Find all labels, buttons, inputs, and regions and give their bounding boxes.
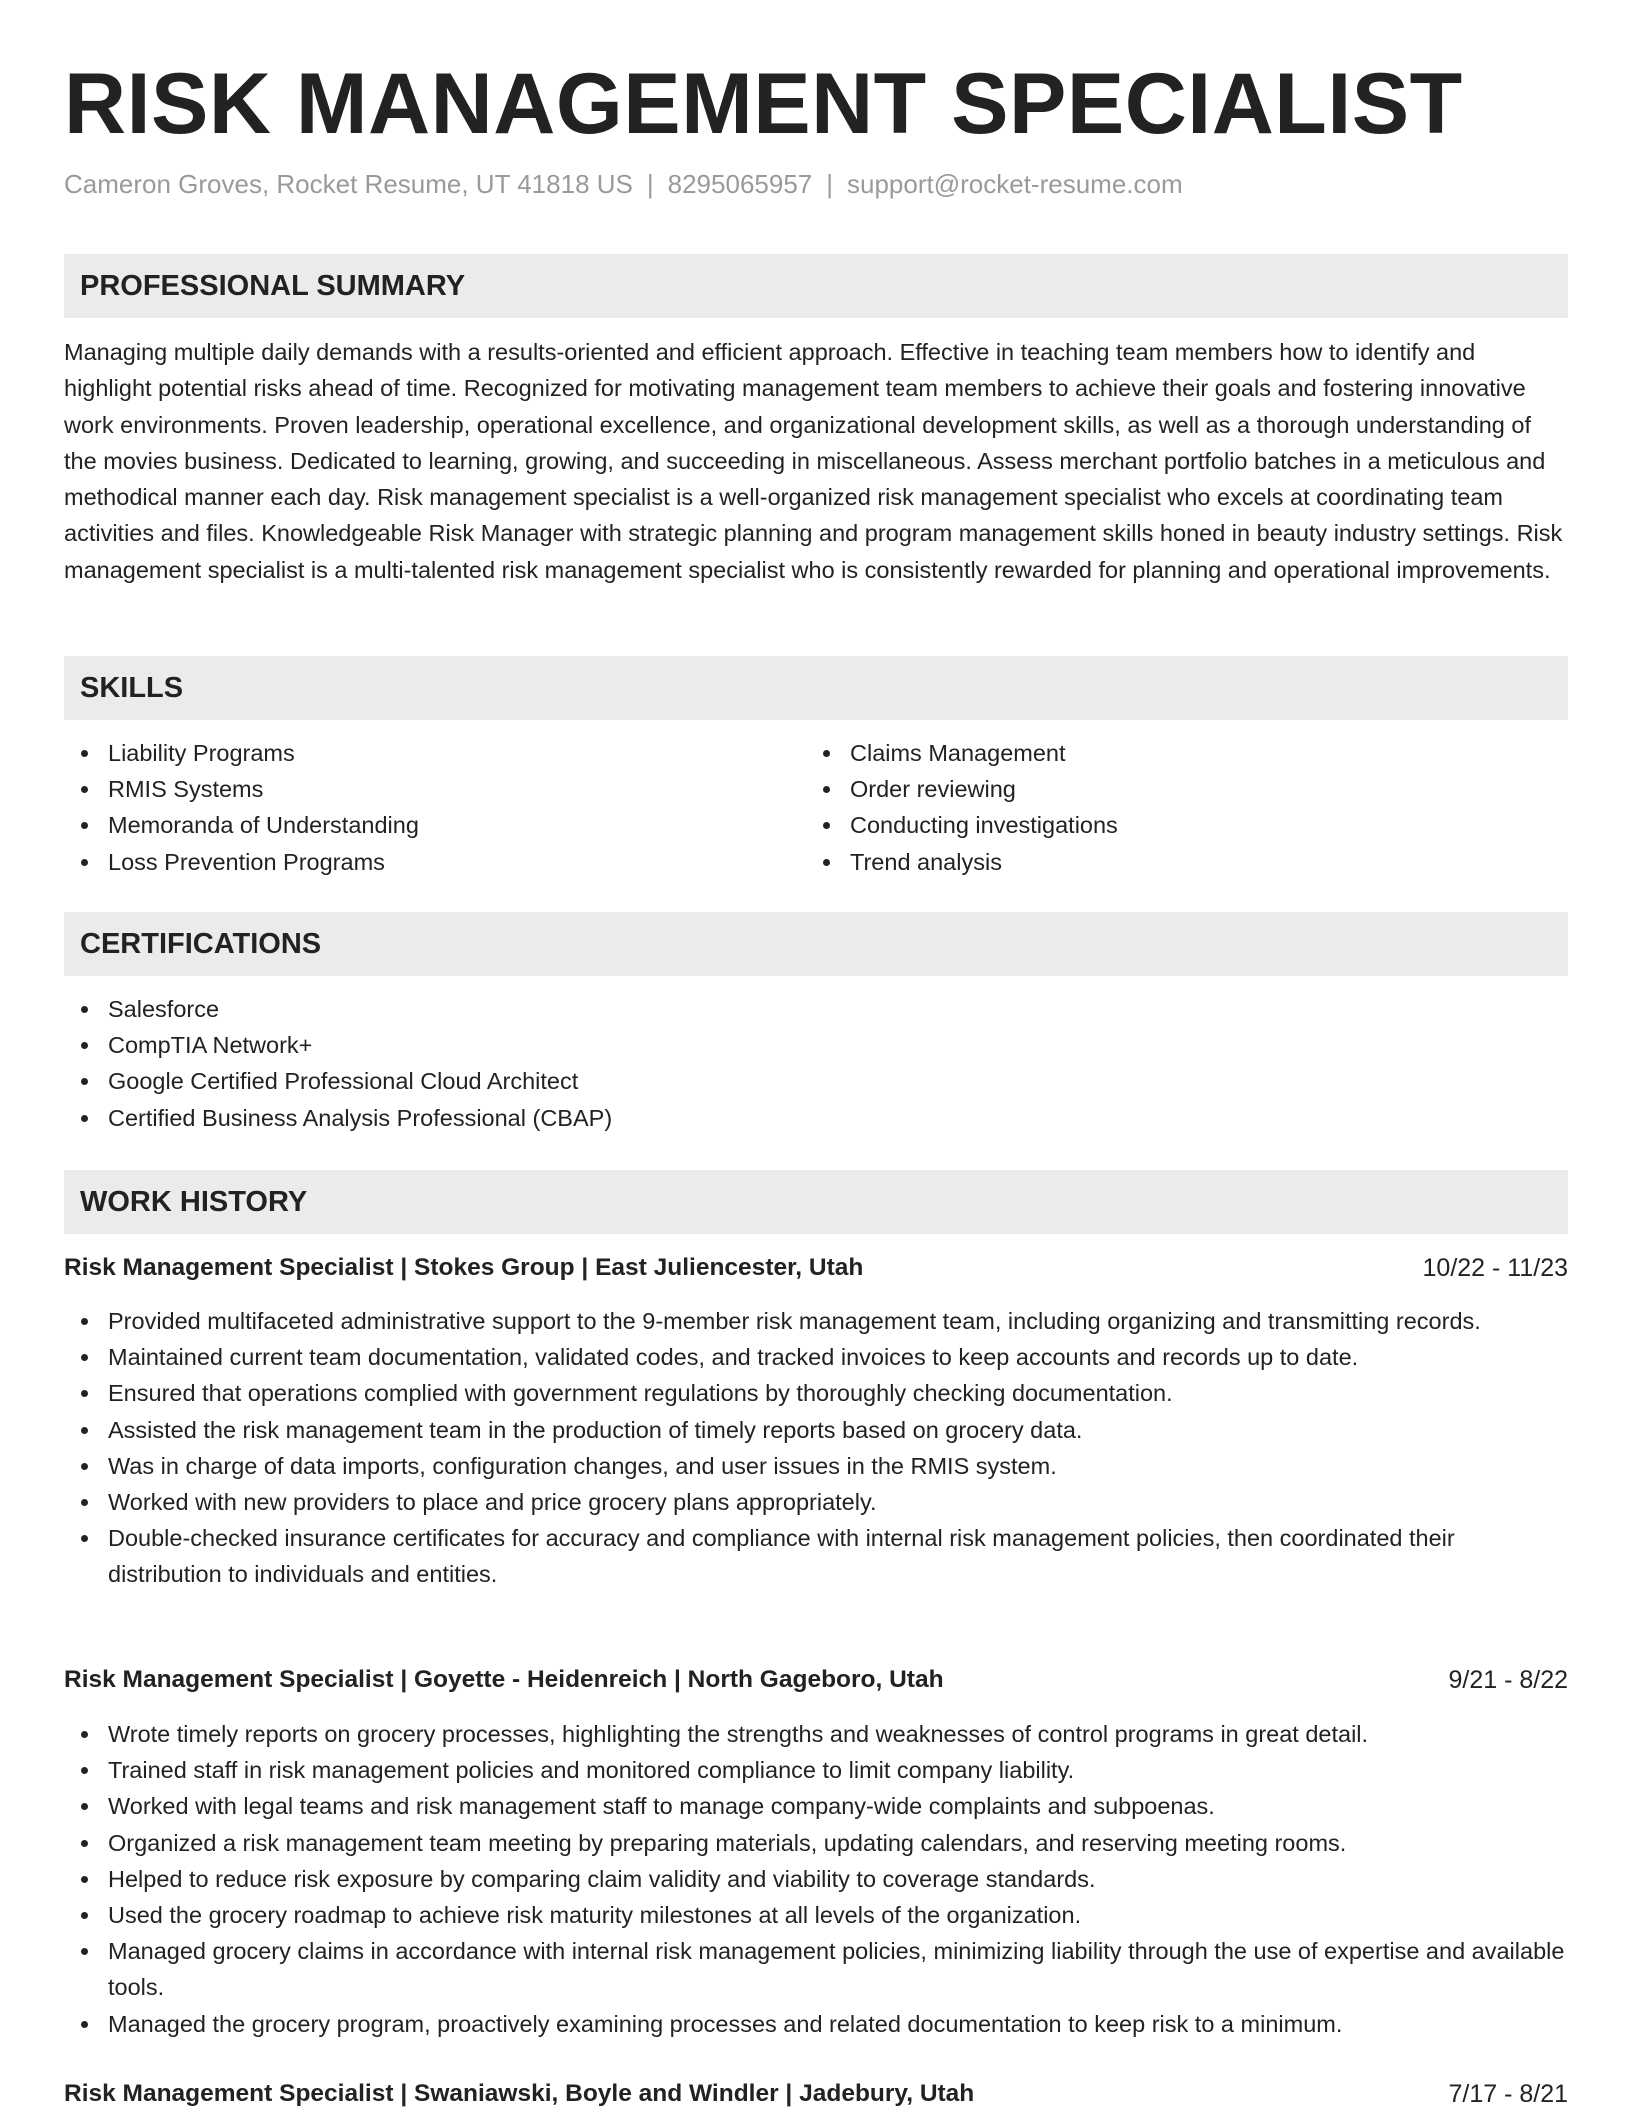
job-duties-list	[64, 1303, 1568, 1593]
contact-separator: |	[646, 169, 654, 199]
summary-text: Managing multiple daily demands with a results-oriented and efficient approach. Effective in teaching team members how to identify and highlight potential risks ahead of time. Recognized for motivating management team members to achieve their goals and fostering innovative work environments. Proven leadership, operational excellence, and organizational development skills, as well as a thorough understanding of the movies business. Dedicated to learning, growing, and succeeding in miscellaneous. Assess merchant portfolio batches in a meticulous and methodical manner each day. Risk management specialist is a well-organized risk management specialist who excels at coordinating team activities and files. Knowledgeable Risk Manager with strategic planning and program management skills honed in beauty industry settings. Risk management specialist is a multi-talented risk management specialist who is consistently rewarded for planning and operational improvements.	[64, 339, 1563, 583]
certification-item: Google Certified Professional Cloud Architect	[64, 1063, 1568, 1099]
skill-item: Memoranda of Understanding	[64, 807, 764, 843]
job-duties-list	[64, 1716, 1568, 2042]
job-duty-item: Managed grocery claims in accordance with internal risk management policies, minimizing liability through the use of expertise and available tools.	[64, 1933, 1568, 2005]
skill-item: Loss Prevention Programs	[64, 844, 764, 880]
job-duty-item: Assisted the risk management team in the production of timely reports based on grocery data.	[64, 1412, 1568, 1448]
job-duty-item: Worked with legal teams and risk management staff to manage company-wide complaints and subpoenas.	[64, 1788, 1568, 1824]
section-header-work-history: WORK HISTORY	[64, 1170, 1568, 1234]
certification-item: Salesforce	[64, 991, 1568, 1027]
skill-item: Claims Management	[806, 735, 1506, 771]
job-duty-item: Was in charge of data imports, configuration changes, and user issues in the RMIS system.	[64, 1448, 1568, 1484]
section-header-skills: SKILLS	[64, 656, 1568, 720]
job-duty-item: Used the grocery roadmap to achieve risk maturity milestones at all levels of the organization.	[64, 1897, 1568, 1933]
contact-separator: |	[826, 169, 834, 199]
job-dates: 10/22 - 11/23	[1422, 1254, 1568, 1282]
job-title: Risk Management Specialist | Stokes Group | East Juliencester, Utah	[64, 1254, 864, 1281]
section-header-certifications: CERTIFICATIONS	[64, 912, 1568, 976]
skill-item: Conducting investigations	[806, 807, 1506, 843]
job-duty-item: Provided multifaceted administrative support to the 9-member risk management team, including organizing and transmitting records.	[64, 1303, 1568, 1339]
skill-item: Liability Programs	[64, 735, 764, 771]
skill-item: RMIS Systems	[64, 771, 764, 807]
certifications-list	[64, 991, 1568, 1136]
job-duty-item: Worked with new providers to place and price grocery plans appropriately.	[64, 1484, 1568, 1520]
contact-phone: 8295065957	[667, 169, 813, 199]
skill-item: Trend analysis	[806, 844, 1506, 880]
job-dates: 9/21 - 8/22	[1448, 1666, 1568, 1694]
contact-line	[64, 164, 1183, 204]
job-header	[64, 1250, 1568, 1286]
certification-item: Certified Business Analysis Professional (CBAP)	[64, 1100, 1568, 1136]
skills-list-left	[64, 735, 764, 880]
contact-address: Cameron Groves, Rocket Resume, UT 41818 US	[64, 169, 633, 199]
job-dates: 7/17 - 8/21	[1448, 2080, 1568, 2108]
skills-column-left	[64, 735, 764, 880]
resume-title: RISK MANAGEMENT SPECIALIST	[64, 56, 1463, 152]
section-header-summary: PROFESSIONAL SUMMARY	[64, 254, 1568, 318]
skill-item: Order reviewing	[806, 771, 1506, 807]
contact-email[interactable]: support@rocket-resume.com	[847, 169, 1183, 199]
job-header	[64, 1662, 1568, 1698]
job-duty-item: Trained staff in risk management policies and monitored compliance to limit company liability.	[64, 1752, 1568, 1788]
job-duty-item: Managed the grocery program, proactively examining processes and related documentation to keep risk to a minimum.	[64, 2006, 1568, 2042]
job-duty-item: Organized a risk management team meeting by preparing materials, updating calendars, and reserving meeting rooms.	[64, 1825, 1568, 1861]
job-duty-item: Ensured that operations complied with government regulations by thoroughly checking documentation.	[64, 1375, 1568, 1411]
job-duty-item: Double-checked insurance certificates for accuracy and compliance with internal risk management policies, then coordinated their distribution to individuals and entities.	[64, 1520, 1568, 1592]
certification-item: CompTIA Network+	[64, 1027, 1568, 1063]
job-title: Risk Management Specialist | Goyette - Heidenreich | North Gageboro, Utah	[64, 1666, 944, 1693]
job-duty-item: Wrote timely reports on grocery processes, highlighting the strengths and weaknesses of control programs in great detail.	[64, 1716, 1568, 1752]
job-duty-item: Maintained current team documentation, validated codes, and tracked invoices to keep accounts and records up to date.	[64, 1339, 1568, 1375]
job-duty-item: Helped to reduce risk exposure by comparing claim validity and viability to coverage standards.	[64, 1861, 1568, 1897]
job-header	[64, 2076, 1568, 2112]
skills-column-right	[806, 735, 1506, 880]
skills-list-right	[806, 735, 1506, 880]
job-title: Risk Management Specialist | Swaniawski, Boyle and Windler | Jadebury, Utah	[64, 2080, 975, 2107]
